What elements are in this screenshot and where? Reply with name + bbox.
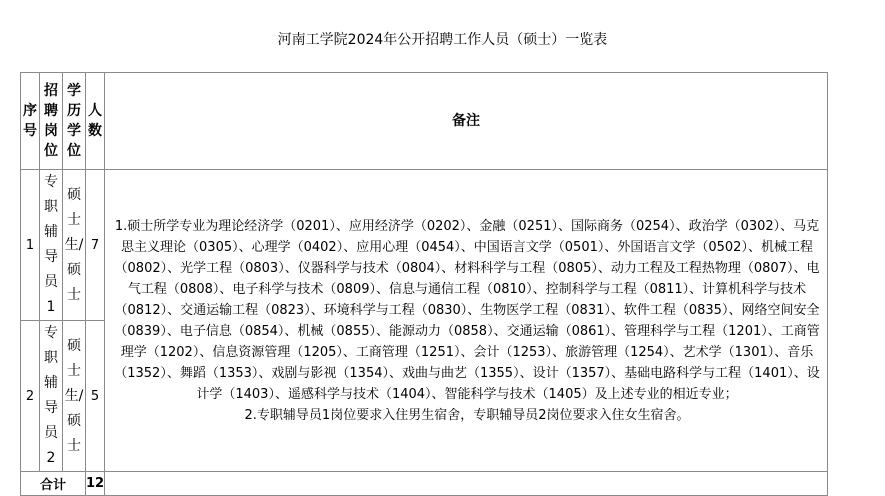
header-seq: 序号: [21, 73, 40, 170]
recruitment-table: [20, 72, 828, 496]
total-count: 12: [86, 472, 105, 496]
row-count: 5: [86, 321, 105, 472]
row-education: 硕士生/硕士: [63, 321, 86, 472]
header-education: 学历学位: [63, 73, 86, 170]
row-education: 硕士生/硕士: [63, 170, 86, 321]
row-count: 7: [86, 170, 105, 321]
total-remark: [105, 472, 828, 496]
total-row: [21, 472, 828, 496]
header-post: 招聘岗位: [40, 73, 63, 170]
remark-line-2: 2.专职辅导员1岗位要求入住男生宿舍，专职辅导员2岗位要求入住女生宿舍。: [244, 407, 690, 423]
remark-cell: [105, 170, 828, 472]
header-remark: 备注: [105, 73, 828, 170]
total-label: 合计: [21, 472, 86, 496]
row-seq: 2: [21, 321, 40, 472]
row-seq: 1: [21, 170, 40, 321]
row-post: 专职辅导员2: [40, 321, 63, 472]
row-post: 专职辅导员1: [40, 170, 63, 321]
table-row: [21, 170, 828, 321]
header-count: 人数: [86, 73, 105, 170]
remark-line-1: 1.硕士所学专业为理论经济学（0201）、应用经济学（0202）、金融（0251）、国际商务（0254）、政治学（0302）、马克思主义理论（0305）、心理学（0402）、应用心理（0454）、中国语言文学（0501）、外国语言文学（0502）、机械工程（0802）、光学工程（0803）、仪器科学与技术（0804）、材料科学与工程（0805）、动力工程及工程热物理（0807）、电气工程（0808）、电子科学与技术（0809）、信息与通信工程（0810）、控制科学与工程（0811）、计算机科学与技术（0812）、交通运输工程（0823）、环境科学与工程（0830）、生物医学工程（0831）、软件工程（0835）、网络空间安全（0839）、电子信息（0854）、机械（0855）、能源动力（0858）、交通运输（0861）、管理科学与工程（1201）、工商管理学（1202）、信息资源管理（1205）、工商管理（1251）、会计（1253）、旅游管理（1254）、艺术学（1301）、音乐（1352）、舞蹈（1353）、戏剧与影视（1354）、戏曲与曲艺（1355）、设计（1357）、基础电路科学与工程（1401）、设计学（1403）、遥感科学与技术（1404）、智能科学与技术（1405）及上述专业的相近专业；: [114, 218, 820, 402]
page-title: 河南工学院2024年公开招聘工作人员（硕士）一览表: [277, 32, 608, 48]
header-row: [21, 73, 828, 170]
